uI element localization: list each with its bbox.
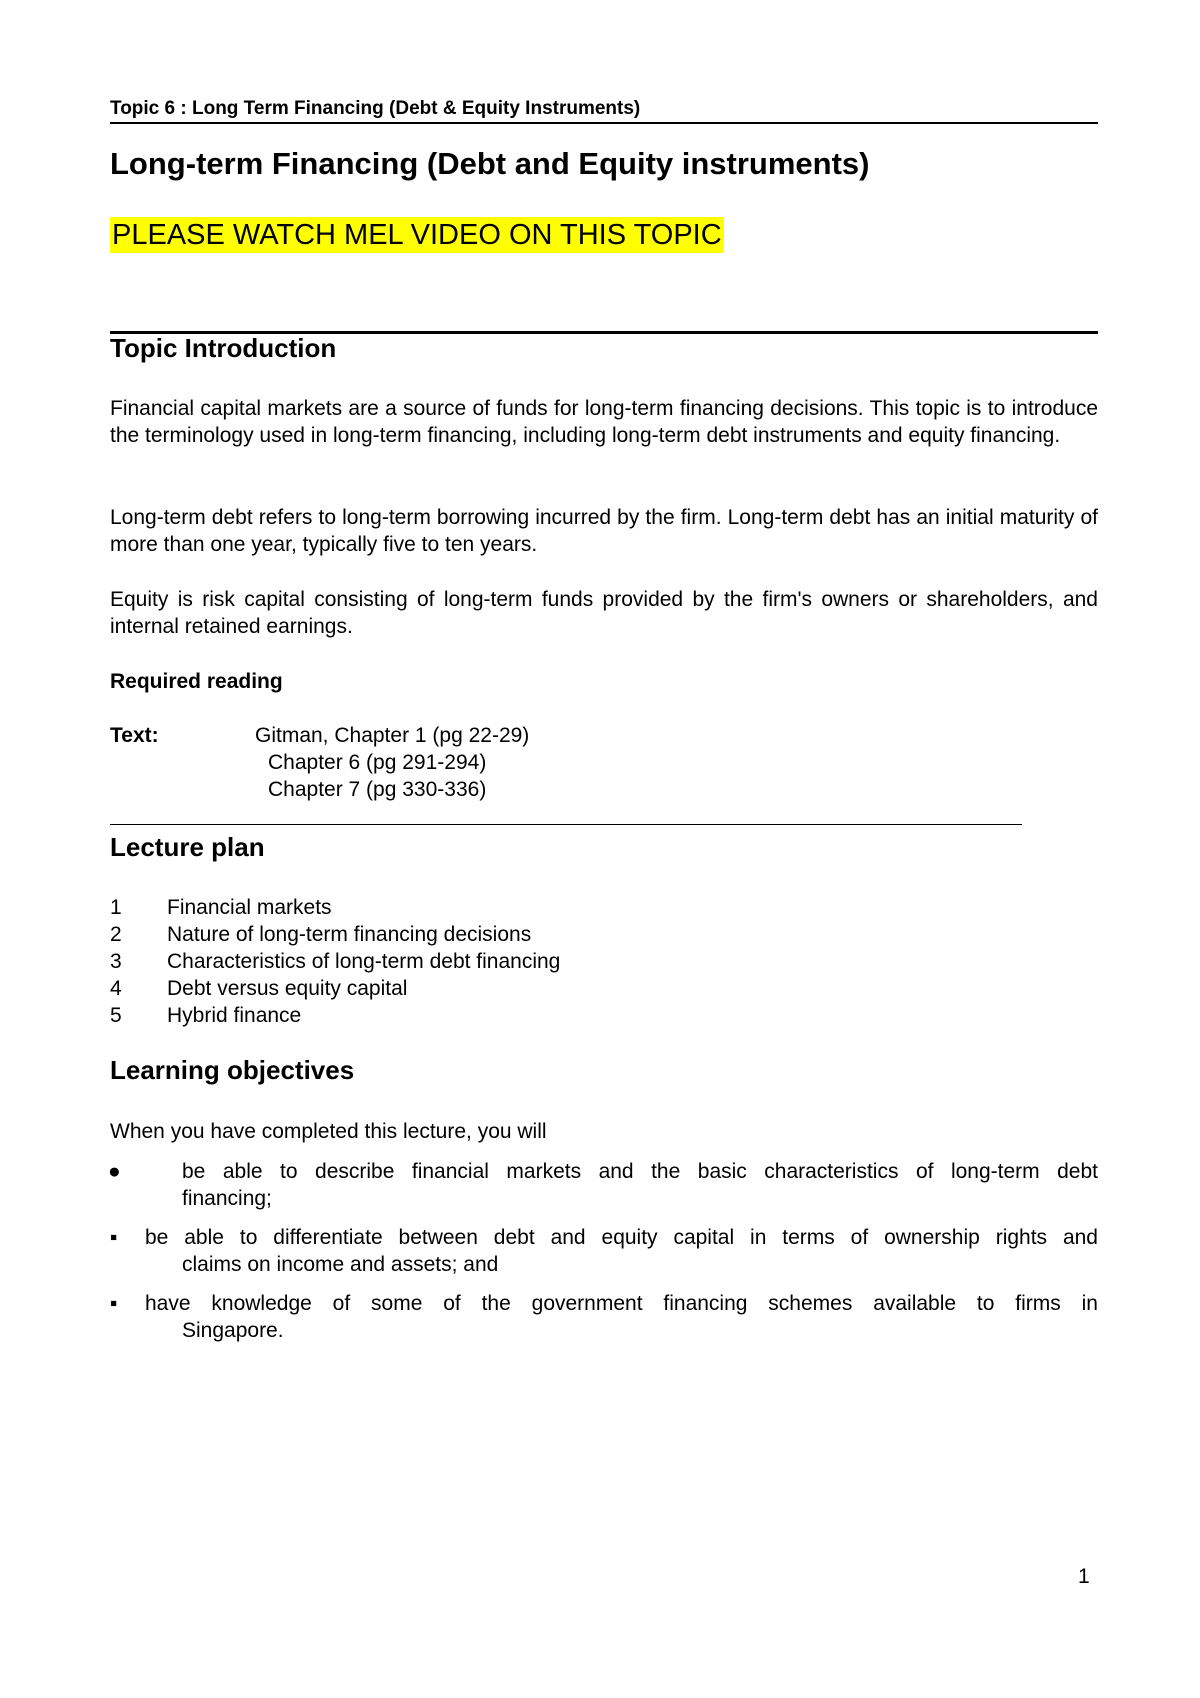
intro-paragraph-3: Equity is risk capital consisting of long-term funds provided by the firm's owners or shareholders, and internal retained earnings. <box>110 588 1098 638</box>
plan-item-text: Characteristics of long-term debt financing <box>167 950 561 973</box>
page-number: 1 <box>1078 1565 1090 1588</box>
intro-paragraph-1: Financial capital markets are a source of funds for long-term financing decisions. This topic is to introduce the terminology used in long-term financing, including long-term debt instruments and equity financing. <box>110 397 1098 447</box>
bullet-dot-icon: ● <box>108 1160 121 1183</box>
bullet-square-icon: ▪ <box>110 1292 118 1315</box>
highlighted-notice: PLEASE WATCH MEL VIDEO ON THIS TOPIC <box>112 219 722 251</box>
objective-line: have knowledge of some of the government financing schemes available to firms in <box>145 1292 1098 1315</box>
plan-item-number: 2 <box>110 923 122 946</box>
plan-item-text: Financial markets <box>167 896 332 919</box>
plan-item-number: 1 <box>110 896 122 919</box>
reading-line-1: Gitman, Chapter 1 (pg 22-29) <box>255 724 530 747</box>
objective-line: financing; <box>182 1187 272 1210</box>
objective-line: be able to describe financial markets and the basic characteristics of long-term debt <box>182 1160 1098 1183</box>
reading-line-2: Chapter 6 (pg 291-294) <box>268 751 487 774</box>
plan-item-text: Hybrid finance <box>167 1004 302 1027</box>
objective-line: Singapore. <box>182 1319 284 1342</box>
objective-line: claims on income and assets; and <box>182 1253 499 1276</box>
plan-item-number: 5 <box>110 1004 122 1027</box>
section-divider-underline <box>110 824 1022 825</box>
objective-line: be able to differentiate between debt and equity capital in terms of ownership rights and <box>145 1226 1098 1249</box>
section-heading-introduction: Topic Introduction <box>110 333 337 363</box>
required-reading-heading: Required reading <box>110 670 283 693</box>
page-title: Long-term Financing (Debt and Equity instruments) <box>110 146 870 181</box>
text-label: Text: <box>110 724 159 747</box>
bullet-square-icon: ▪ <box>110 1226 118 1249</box>
reading-line-3: Chapter 7 (pg 330-336) <box>268 778 487 801</box>
plan-item-number: 4 <box>110 977 122 1000</box>
section-heading-learning-objectives: Learning objectives <box>110 1055 355 1085</box>
running-header: Topic 6 : Long Term Financing (Debt & Equity Instruments) <box>110 98 1098 124</box>
plan-item-text: Nature of long-term financing decisions <box>167 923 532 946</box>
intro-paragraph-2: Long-term debt refers to long-term borrowing incurred by the firm. Long-term debt has an initial maturity of more than one year, typically five to ten years. <box>110 506 1098 556</box>
plan-item-number: 3 <box>110 950 122 973</box>
objectives-intro: When you have completed this lecture, you will <box>110 1120 547 1143</box>
section-heading-lecture-plan: Lecture plan <box>110 832 265 862</box>
plan-item-text: Debt versus equity capital <box>167 977 408 1000</box>
